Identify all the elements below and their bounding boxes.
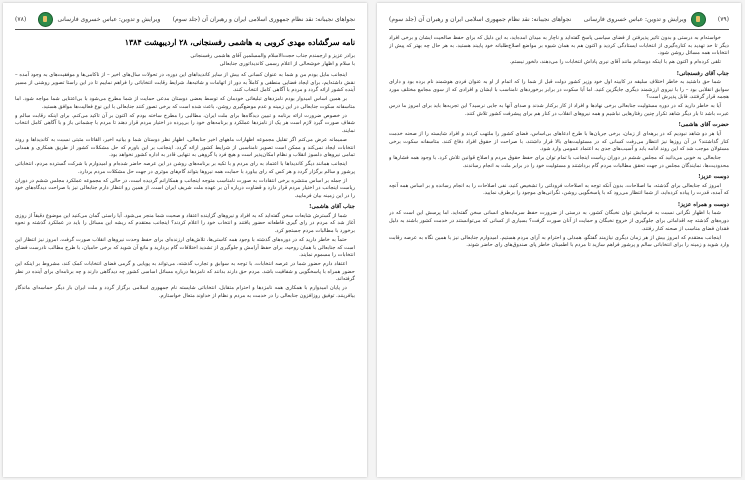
paragraph: جنابعالی به خوبی می‌دانید که مجلس ششم در دوران ریاست اینجانب با تمام توان برای حفظ حقوق مردم و اصلاح قوانین تلاش کرد. با وجود همه فشارها و محدودیت‌ها، نمایندگان مجلس در جهت تحقق مطالبات مردم گام برداشتند و مسئولیت خود را در برابر ملت به انجام رساندند. [389,155,729,169]
paragraph: از جمله بر اساس منتشره برخی انتقادات به صورت نامناسب متوجه اینجانب و همکارانم گردیده است، در حالی که مجموعه عملکرد مجلس ششم در دوران ریاست اینجانب در اختیار مردم قرار دارد و قضاوت درباره آن بر عهده ملت شریف ایران است. از همین رو انتظار دارم جنابعالی نیز با صراحت دیدگاه‌های خود را در این زمینه بیان فرمایید. [15,177,355,199]
right-page [377,3,741,477]
paragraph: اینجانب همانند دیگر کاندیداها با اعتماد به رای مردم و با تکیه بر برنامه‌های روشن در این عرصه حاضر شده‌ام و امیدوارم با شرکت گسترده مردم، انتخاباتی پرشور و سالم برگزار گردد و هر کس که رای بیاورد با حمایت همه نیروها بتواند گام‌های موثری در جهت حل مشکلات مردم بردارد. [15,161,355,175]
header-title: نجواهای نجیبانه: نقد نظام جمهوری اسلامی ایران و رهبران آن (جلد سوم) [389,15,572,23]
section-heading: دوست عزیز! [698,174,729,181]
section-heading: دوست و همراه عزیز! [677,201,729,208]
salutation: برادر عزیز و ارجمندم جناب حجت‌الاسلام والمسلمین آقای هاشمی رفسنجانی [190,53,355,59]
paragraph: صمیمانه عرض می‌کنم اگر تقلیل مجموعه اظهارات ماههای اخیر جنابعالی، اظهار نظر دوستان شما و بیانیه اخیر، القائات مثبتی نسبت به کاندیداها و روند انتخابات ایجاد نمی‌کند و ممکن است تصویر نامناسبی از شرایط کشور ارائه گردد. اینجانب بر این باورم که حل مشکلات کشور از طریق همکاری و همدلی تمامی نیروهای دلسوز انقلاب و نظام امکان‌پذیر است و هیچ فرد یا گروهی به تنهایی قادر به اداره کشور نخواهد بود. [15,136,355,159]
paragraph: آیا به خاطر دارید که در دوره مسئولیت جنابعالی برخی نهادها و افراد از کار برکنار شدند و صدای آنها به جایی نرسید؟ این تجربه‌ها باید برای امروز ما درس عبرت باشد تا بار دیگر شاهد تکرار چنین رفتارهایی نباشیم و همه نیروهای انقلاب در کنار هم برای پیشرفت کشور تلاش کنند. [389,103,729,117]
section-heading: حضرت آقای هاشمی! [678,122,729,129]
paragraph: در خصوص ضرورت ارائه برنامه و تبیین دیدگاه‌ها برای ملت ایران، مطالبی را مطرح ساخته بودم که اکنون بر آن تاکید می‌کنم. برای اینکه رقابت سالم و شفاف صورت گیرد لازم است هر یک از نامزدها عملکرد و برنامه‌های خود را بی‌پرده در اختیار مردم قرار دهند تا مردم با چشمانی باز و با آگاهی کامل انتخاب نمایند. [15,112,355,134]
paragraph: آیا هر دو شاهد نبودیم که در برهه‌ای از زمان، برخی جریان‌ها با طرح ادعاهای بی‌اساس، فضای کشور را ملتهب کردند و افراد شایسته را از صحنه خدمت کنار گذاشتند؟ در آن روزها نیز انتظار می‌رفت کسانی که در مسئولیت‌های بالا قرار داشتند، با صراحت از حقوق افراد دفاع کنند. متاسفانه سکوت برخی مسئولان موجب شد که این روند ادامه یابد و آسیب‌های جدی به اعتماد عمومی وارد شود. [389,131,729,153]
paragraph: شما حق داشتید به خاطر اختلاف سلیقه در کابینه اول خود وزیر کشور دولت قبل از شما را که اتمام از او به عنوان فردی هوشمند نام برده بود و دارای سوابق انقلابی بود – را با نیروی ارزشمند دیگری جایگزین کنید. اما آیا سکوت در برابر برخوردهای نامناسب با ایشان و افرادی که از سوی مجامع مختلف مورد هجمه قرار گرفتند، قابل پذیرش است؟ [389,79,729,101]
publisher-logo-icon [691,12,706,27]
paragraph: امروز که جنابعالی برای گذشته، ما اصلاحات، بدون آنکه توجه به اصلاحات فرودلتی را تشخیص کنید، نفی اصلاحات را به انجام رسانده و بر اساس همه آنچه که آمده، قدرت را پیاده کرده‌اید، از شما انتظار می‌رود که با پاسخگویی روشن، نگرانی‌های موجود را برطرف نمایید. [389,182,729,197]
paragraph: شما از گسترش شایعات سخن گفته‌اید که به افراد و نیروهای گزاینده اعتقاد و صحبت شما منجر می‌شود. آیا راستی گمان می‌کنید این موضوع دقیقاً از روزی آغاز شد که مردم در رای گیری قاطعانه حضور یافتند و انتخاب خود را اعلام کردند؟ اینجانب معتقدم که ریشه این مسائل را باید در عملکرد گذشته و نحوه برخورد با مطالبات مردم جستجو کرد. [15,212,355,234]
section-heading: جناب آقای هاشمی! [308,204,355,211]
header-rule [15,29,355,30]
page-number: (۷۹) [717,15,729,23]
paragraph: تلقی کرده‌ام و اکنون هم با اینکه دوستانم مانند آقای نیری پاداش انتخابات را می‌دهند، دلخور نیستم. [509,59,721,66]
header-author: ویرایش و تدوین: عباس خسروی فارسانی [57,15,161,23]
publisher-logo-icon [38,12,53,27]
page-content [389,35,729,469]
header-rule [389,29,729,30]
paragraph: حتماً به خاطر دارید که در دوره‌های گذشته با وجود همه کاستی‌ها، تلاش‌های ارزنده‌ای برای حفظ وحدت نیروهای انقلاب صورت گرفت. امروز نیز انتظار این است که جنابعالی با همان روحیه، برای حفظ آرامش و جلوگیری از تشدید اختلافات گام بردارید و مانع آن شوید که برخی حامیان، با طرح مطالب نادرست فضای انتخابات را مسموم نمایند. [15,237,355,259]
header-author: ویرایش و تدوین: عباس خسروی فارسانی [583,15,687,23]
letter-title: نامه سرگشاده مهدی کروبی به هاشمی رفسنجانی، ۲۸ اردیبهشت ۱۳۸۴ [124,38,355,47]
header-author-group [38,12,160,27]
page-content [15,35,355,469]
paragraph: اعتقاد دارم حضور شما در عرصه انتخابات، با توجه به سوابق و تجارب گذشته، می‌تواند به پویایی و گرمی فضای انتخابات کمک کند، مشروط بر اینکه این حضور همراه با پاسخگویی و شفافیت باشد. مردم حق دارند بدانند که نامزدها درباره مسائل اساسی کشور چه دیدگاهی دارند و چه برنامه‌ای برای آینده در نظر گرفته‌اند. [15,261,355,283]
header-author-group [584,12,706,27]
paragraph: بر همین اساس امیدوار بودم نامزدهای تبلیغاتی خودمان که توسط بعضی دوستان مدعی حمایت از شما مطرح می‌شود با بی‌اعتنایی شما مواجه شود. اما متاسفانه سکوت جنابعالی در این زمینه و عدم موضع‌گیری روشن، باعث شده است که برخی تصور کنند جنابعالی با این نوع فعالیت‌ها موافق هستید. [15,96,355,110]
salutation: با سلام و اظهار خوشحالی از اعلام رسمی کاندیداتوری جنابعالی [219,60,355,67]
page-header [389,11,729,27]
page-number: (۷۸) [15,15,27,23]
left-page [3,3,367,477]
page-header [15,11,355,27]
paragraph: شما با اظهار نگرانی نسبت به فرسایش توان نخبگان کشور، به درستی از ضرورت حفظ سرمایه‌های انسانی سخن گفته‌اید. اما پرسش این است که در دوره‌های گذشته چه اقداماتی برای جلوگیری از خروج نخبگان و حمایت از آنان صورت گرفت؟ بسیاری از کسانی که می‌توانستند در خدمت کشور باشند به دلیل فقدان فضای مناسب از صحنه کنار رفتند. [389,210,729,232]
section-heading: جناب آقای رفسنجانی! [676,70,729,77]
header-title: نجواهای نجیبانه: نقد نظام جمهوری اسلامی ایران و رهبران آن (جلد سوم) [172,15,355,23]
paragraph: اینجانب مایل بودم من و شما به عنوان کسانی که بیش از سایر کاندیداهای این دوره، در تحولات سال‌های اخیر – از ناکامی‌ها و موفقیت‌های به وجود آمده – نقش داشته‌ایم، برای ایجاد فضایی منطقی و کاملاً به دور از اتهامات و شائبه‌ها، شرایط رقابت انتخاباتی را فراهم نماییم تا در این راستا تصویر روشنی از مسیر آینده کشور ارائه گردد و مردم با آگاهی کامل انتخاب کنند. [15,72,355,94]
paragraph: اینجانب معتقدم که امروز بیش از هر زمان دیگری نیازمند گفتگو، همدلی و احترام به آرای مردم هستیم. امیدوارم جنابعالی نیز با همین نگاه به عرصه رقابت وارد شوید و زمینه را برای انتخاباتی سالم و پرشور فراهم سازید تا مردم با اطمینان خاطر پای صندوق‌های رای حاضر شوند. [389,234,729,249]
paragraph: در پایان امیدوارم با همکاری همه نامزدها و احترام متقابل، انتخاباتی شایسته نام جمهوری اسلامی برگزار گردد و ملت ایران بار دیگر حماسه‌ای ماندگار بیافرینند. توفیق روزافزون جنابعالی را در خدمت به مردم و نظام از خداوند متعال خواستارم. [15,285,355,299]
paragraph: خواسته‌ام به درستی و بدون تاثیر پذیرفتن از فضای سیاسی پاسخ گفته‌اید و ناچار به میدان آمده‌اید، به این دلیل که برای حفظ صالحیت ایشان و برخی افراد دیگر تا حد تهدید به کناره‌گیری از انتخابات ایستادگی کردید و اکنون هم به همان شیوه بر مواضع اصلاح‌طلبانه خود پایبند هستید. به هر حال چه بهتر که پیش از انتخابات همه مسائل روشن شود. [389,35,729,57]
